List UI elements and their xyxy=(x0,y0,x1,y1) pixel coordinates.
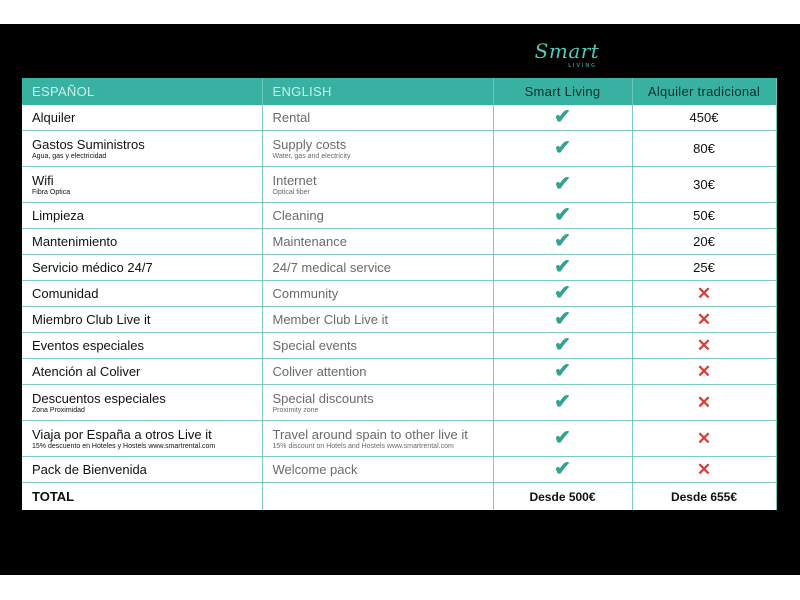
table-header-row xyxy=(22,78,776,105)
mark-cell xyxy=(493,359,632,385)
total-label: TOTAL xyxy=(22,483,262,511)
cell-spanish xyxy=(22,167,262,203)
cell-english xyxy=(262,333,493,359)
label-spanish: Comunidad xyxy=(32,286,99,301)
mark-cell xyxy=(493,167,632,203)
cross-icon: ✕ xyxy=(696,309,712,329)
table-row xyxy=(22,421,776,457)
cross-icon: ✕ xyxy=(696,361,712,381)
cell-english xyxy=(262,457,493,483)
sublabel-spanish: Zona Proximidad xyxy=(32,406,85,414)
cell-english xyxy=(262,421,493,457)
cell-spanish xyxy=(22,421,262,457)
cell-english xyxy=(262,229,493,255)
price-traditional: 450€ xyxy=(632,105,776,131)
cell-spanish xyxy=(22,229,262,255)
slide-frame xyxy=(0,24,800,575)
checkmark-icon: ✔ xyxy=(554,204,571,226)
mark-cell xyxy=(632,281,776,307)
label-spanish: Miembro Club Live it xyxy=(32,312,151,327)
table-row xyxy=(22,203,776,229)
label-spanish: Servicio médico 24/7 xyxy=(32,260,153,275)
header-smart-living: Smart Living xyxy=(493,78,632,105)
label-english: Special discounts xyxy=(272,390,374,406)
mark-cell xyxy=(632,359,776,385)
smart-living-logo xyxy=(527,40,607,76)
cell-english xyxy=(262,385,493,421)
mark-cell xyxy=(493,131,632,167)
total-row xyxy=(22,483,776,511)
cell-english xyxy=(262,203,493,229)
label-spanish: Pack de Bienvenida xyxy=(32,462,147,477)
label-english: Community xyxy=(272,286,339,301)
table-row xyxy=(22,385,776,421)
mark-cell xyxy=(493,421,632,457)
cell-english xyxy=(262,131,493,167)
cell-spanish xyxy=(22,457,262,483)
checkmark-icon: ✔ xyxy=(554,360,571,382)
price-traditional: 25€ xyxy=(632,255,776,281)
mark-cell xyxy=(493,457,632,483)
label-english: Internet xyxy=(272,172,317,188)
sublabel-spanish: Agua, gas y electricidad xyxy=(32,152,107,160)
label-english: Welcome pack xyxy=(272,462,358,477)
cell-spanish xyxy=(22,203,262,229)
mark-cell xyxy=(493,229,632,255)
mark-cell xyxy=(493,105,632,131)
cross-icon: ✕ xyxy=(696,459,712,479)
cell-spanish xyxy=(22,281,262,307)
label-english: Member Club Live it xyxy=(272,312,389,327)
checkmark-icon: ✔ xyxy=(554,282,571,304)
sublabel-spanish: Fibra Optica xyxy=(32,188,71,196)
table-row xyxy=(22,255,776,281)
table-row xyxy=(22,167,776,203)
sublabel-english: Water, gas and electricity xyxy=(272,152,351,160)
checkmark-icon: ✔ xyxy=(554,173,571,195)
sublabel-spanish: 15% descuento en Hoteles y Hostels www.smartrental.com xyxy=(32,442,216,450)
logo-subtitle: LIVING xyxy=(568,63,597,69)
label-english: Maintenance xyxy=(272,234,347,249)
mark-cell xyxy=(632,421,776,457)
table-row xyxy=(22,333,776,359)
table-body xyxy=(22,105,776,483)
sublabel-english: Proximity zone xyxy=(272,406,319,414)
mark-cell xyxy=(493,333,632,359)
checkmark-icon: ✔ xyxy=(554,137,571,159)
table-row xyxy=(22,359,776,385)
table-row xyxy=(22,131,776,167)
cell-english xyxy=(262,359,493,385)
cell-spanish xyxy=(22,307,262,333)
label-spanish: Viaja por España a otros Live it xyxy=(32,426,212,442)
cell-spanish xyxy=(22,131,262,167)
checkmark-icon: ✔ xyxy=(554,391,571,413)
total-smart-living: Desde 500€ xyxy=(493,483,632,511)
mark-cell xyxy=(632,333,776,359)
checkmark-icon: ✔ xyxy=(554,106,571,128)
header-traditional-rental: Alquiler tradicional xyxy=(632,78,776,105)
label-spanish: Descuentos especiales xyxy=(32,390,166,406)
checkmark-icon: ✔ xyxy=(554,427,571,449)
logo-wordmark: Smart xyxy=(534,39,600,63)
checkmark-icon: ✔ xyxy=(554,256,571,278)
label-spanish: Atención al Coliver xyxy=(32,364,141,379)
mark-cell xyxy=(493,281,632,307)
sublabel-english: Optical fiber xyxy=(272,188,310,196)
label-spanish: Alquiler xyxy=(32,110,76,125)
label-english: Rental xyxy=(272,110,311,125)
mark-cell xyxy=(632,385,776,421)
price-traditional: 80€ xyxy=(632,131,776,167)
table-row xyxy=(22,457,776,483)
price-traditional: 50€ xyxy=(632,203,776,229)
cell-spanish xyxy=(22,333,262,359)
label-english: Special events xyxy=(272,338,358,353)
label-english: 24/7 medical service xyxy=(272,260,391,275)
total-traditional-rental: Desde 655€ xyxy=(632,483,776,511)
header-spanish: ESPAÑOL xyxy=(22,78,262,105)
cell-spanish xyxy=(22,255,262,281)
mark-cell xyxy=(493,255,632,281)
mark-cell xyxy=(493,385,632,421)
cell-english xyxy=(262,105,493,131)
label-english: Coliver attention xyxy=(272,364,367,379)
cell-english xyxy=(262,281,493,307)
cell-english xyxy=(262,255,493,281)
header-english: ENGLISH xyxy=(262,78,493,105)
table-row xyxy=(22,105,776,131)
mark-cell xyxy=(493,203,632,229)
label-english: Travel around spain to other live it xyxy=(272,426,468,442)
checkmark-icon: ✔ xyxy=(554,230,571,252)
cell-spanish xyxy=(22,385,262,421)
label-spanish: Limpieza xyxy=(32,208,85,223)
table-row xyxy=(22,229,776,255)
price-traditional: 30€ xyxy=(632,167,776,203)
label-spanish: Gastos Suministros xyxy=(32,136,145,152)
checkmark-icon: ✔ xyxy=(554,334,571,356)
checkmark-icon: ✔ xyxy=(554,308,571,330)
cross-icon: ✕ xyxy=(696,335,712,355)
label-spanish: Mantenimiento xyxy=(32,234,118,249)
cross-icon: ✕ xyxy=(696,428,712,448)
cross-icon: ✕ xyxy=(696,283,712,303)
cell-english xyxy=(262,307,493,333)
mark-cell xyxy=(493,307,632,333)
table-row xyxy=(22,307,776,333)
comparison-table xyxy=(22,78,777,510)
cross-icon: ✕ xyxy=(696,392,712,412)
label-english: Supply costs xyxy=(272,136,347,152)
cell-spanish xyxy=(22,359,262,385)
label-english: Cleaning xyxy=(272,208,324,223)
sublabel-english: 15% discount on Hotels and Hostels www.smartrental.com xyxy=(272,442,454,450)
checkmark-icon: ✔ xyxy=(554,458,571,480)
mark-cell xyxy=(632,457,776,483)
total-english xyxy=(262,483,493,511)
label-spanish: Wifi xyxy=(32,172,54,188)
mark-cell xyxy=(632,307,776,333)
table-row xyxy=(22,281,776,307)
cell-spanish xyxy=(22,105,262,131)
label-spanish: Eventos especiales xyxy=(32,338,145,353)
price-traditional: 20€ xyxy=(632,229,776,255)
cell-english xyxy=(262,167,493,203)
